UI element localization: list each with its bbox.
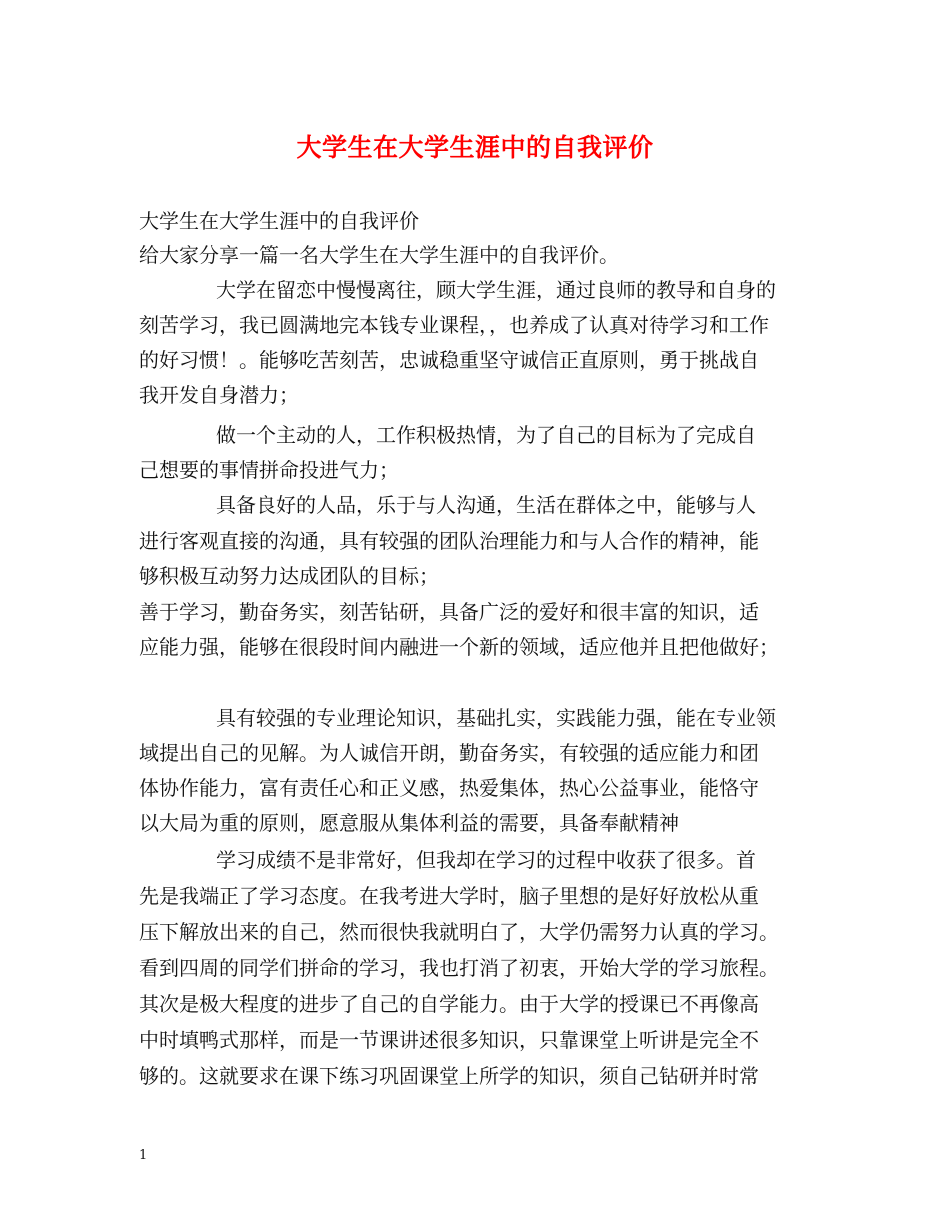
body-line: 应能力强，能够在很段时间内融进一个新的领域，适应他并且把他做好； (139, 635, 779, 659)
body-line: 进行客观直接的沟通，具有较强的团队治理能力和与人合作的精神，能 (139, 529, 759, 553)
body-line: 体协作能力，富有责任心和正义感，热爱集体，热心公益事业，能恪守 (139, 776, 759, 800)
body-line: 其次是极大程度的进步了自己的自学能力。由于大学的授课已不再像高 (139, 992, 759, 1016)
body-line: 具有较强的专业理论知识，基础扎实，实践能力强，能在专业领 (216, 706, 776, 730)
body-line: 做一个主动的人，工作积极热情，为了自己的目标为了完成自 (216, 423, 756, 447)
body-line: 压下解放出来的自己，然而很快我就明白了，大学仍需努力认真的学习。 (139, 920, 779, 944)
body-line: 大学生在大学生涯中的自我评价 (139, 209, 419, 233)
body-line: 以大局为重的原则，愿意服从集体利益的需要，具备奉献精神 (139, 811, 679, 835)
page-number: 1 (139, 1148, 148, 1163)
body-line: 我开发自身潜力； (139, 383, 299, 407)
body-line: 够积极互动努力达成团队的目标； (139, 564, 439, 588)
body-line: 大学在留恋中慢慢离往，顾大学生涯，通过良师的教导和自身的 (216, 278, 776, 302)
body-line: 域提出自己的见解。为人诚信开朗，勤奋务实，有较强的适应能力和团 (139, 741, 759, 765)
body-line: 先是我端正了学习态度。在我考进大学时，脑子里想的是好好放松从重 (139, 884, 759, 908)
body-line: 中时填鸭式那样，而是一节课讲述很多知识，只靠课堂上听讲是完全不 (139, 1028, 759, 1052)
body-line: 善于学习，勤奋务实，刻苦钻研，具备广泛的爱好和很丰富的知识，适 (139, 600, 759, 624)
body-line: 具备良好的人品，乐于与人沟通，生活在群体之中，能够与人 (216, 493, 756, 517)
body-line: 的好习惯！。能够吃苦刻苦，忠诚稳重坚守诚信正直原则，勇于挑战自 (139, 348, 759, 372)
body-line: 己想要的事情拼命投进气力； (139, 458, 399, 482)
document-title: 大学生在大学生涯中的自我评价 (296, 133, 654, 162)
body-line: 看到四周的同学们拼命的学习，我也打消了初衷，开始大学的学习旅程。 (139, 956, 779, 980)
body-line: 够的。这就要求在课下练习巩固课堂上所学的知识，须自己钻研并时常 (139, 1064, 759, 1088)
body-line: 给大家分享一篇一名大学生在大学生涯中的自我评价。 (139, 243, 619, 267)
body-line: 刻苦学习，我已圆满地完本钱专业课程，，也养成了认真对待学习和工作 (139, 313, 769, 337)
body-line: 学习成绩不是非常好，但我却在学习的过程中收获了很多。首 (216, 848, 756, 872)
